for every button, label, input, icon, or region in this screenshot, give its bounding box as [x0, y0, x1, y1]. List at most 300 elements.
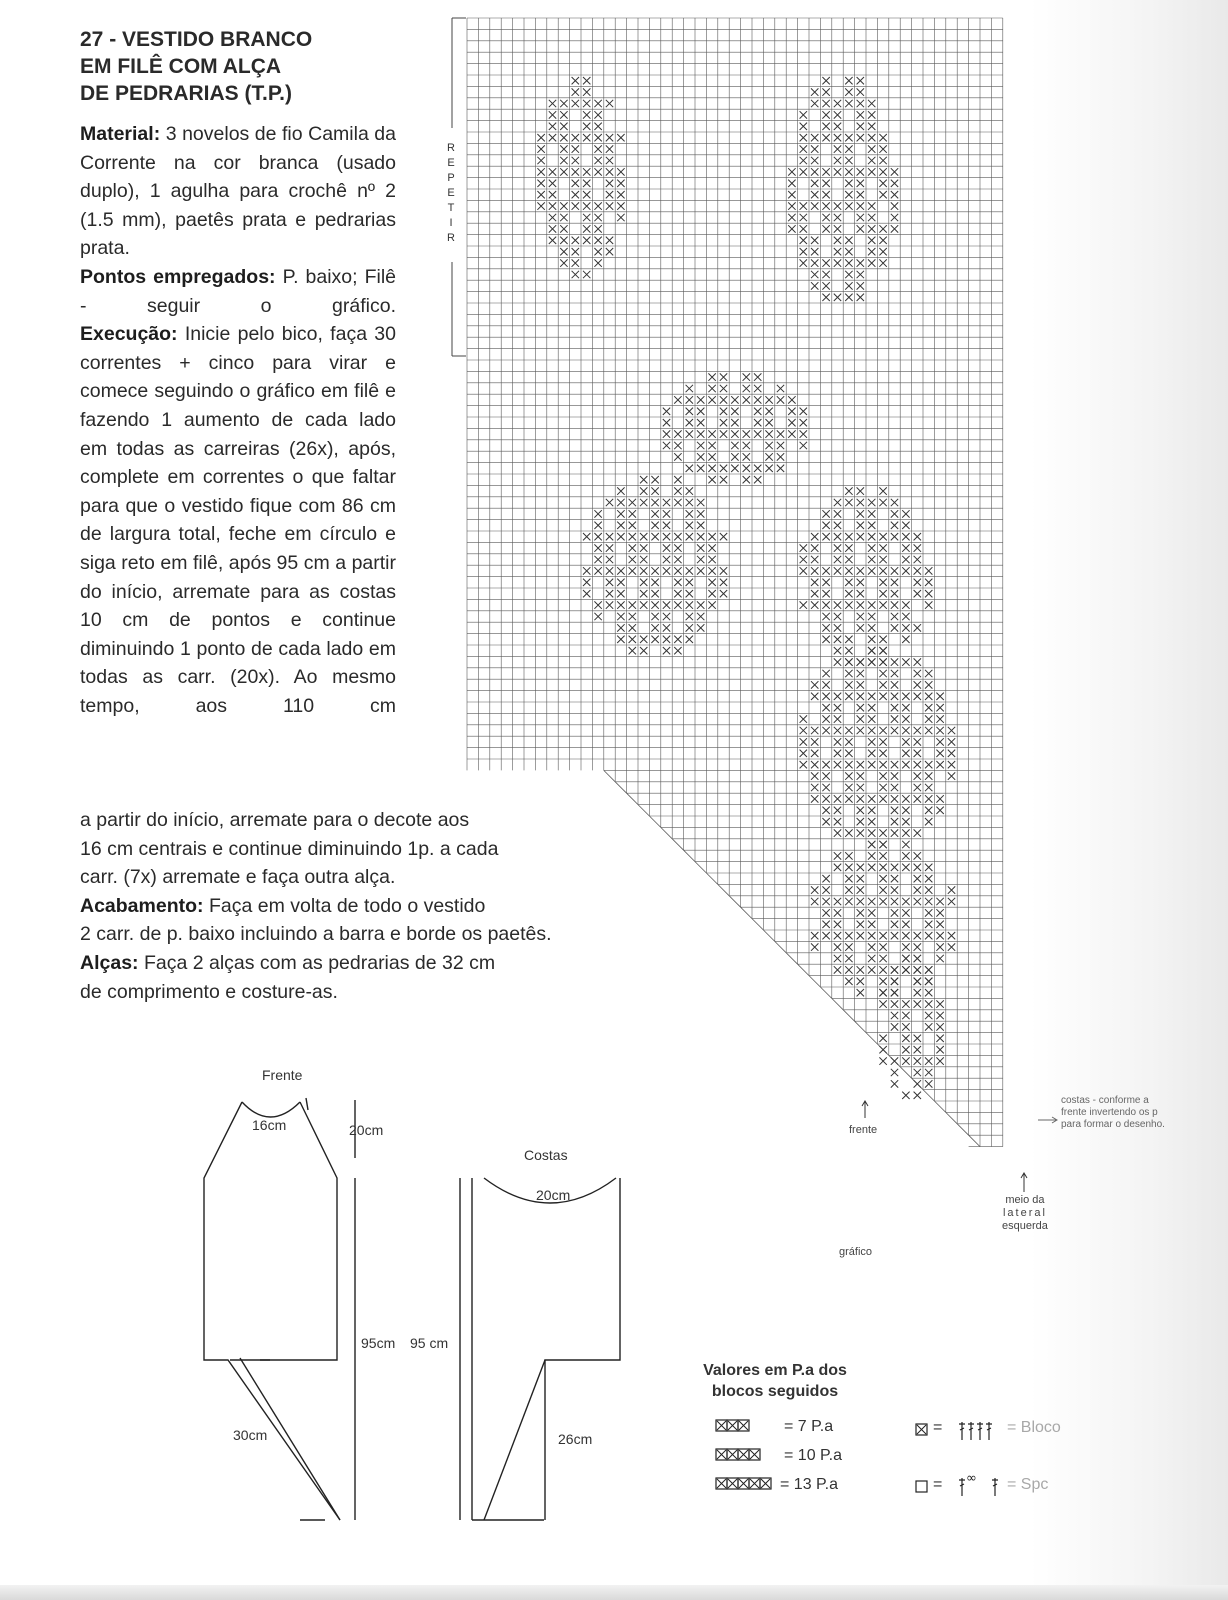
filet-block-mark	[811, 88, 818, 95]
filet-block-mark	[606, 191, 613, 198]
filet-block-mark	[902, 807, 909, 814]
filet-block-mark	[811, 681, 818, 688]
filet-block-mark	[845, 259, 852, 266]
filet-block-mark	[845, 499, 852, 506]
repeat-letter: R	[447, 232, 455, 244]
filet-block-mark	[936, 932, 943, 939]
filet-block-mark	[697, 533, 704, 540]
frente-arrow	[862, 1101, 868, 1118]
filet-block-mark	[914, 590, 921, 597]
filet-block-mark	[868, 134, 875, 141]
filet-block-mark	[594, 123, 601, 130]
filet-block-mark	[834, 715, 841, 722]
costas-arrow	[1038, 1117, 1057, 1123]
filet-block-mark	[936, 1023, 943, 1030]
filet-block-mark	[822, 784, 829, 791]
filet-block-mark	[651, 487, 658, 494]
filet-block-mark	[845, 886, 852, 893]
filet-block-mark	[868, 601, 875, 608]
filet-block-mark	[845, 681, 852, 688]
filet-block-mark	[697, 613, 704, 620]
legend-spc-eq: =	[933, 1476, 943, 1493]
filet-block-mark	[925, 1023, 932, 1030]
filet-block-mark	[914, 761, 921, 768]
filet-block-mark	[822, 670, 829, 677]
filet-block-mark	[811, 145, 818, 152]
filet-block-mark	[925, 681, 932, 688]
filet-block-mark	[845, 784, 852, 791]
filet-block-mark	[845, 978, 852, 985]
filet-block-mark	[879, 487, 886, 494]
filet-block-mark	[845, 864, 852, 871]
filet-block-mark	[674, 499, 681, 506]
filet-block-mark	[663, 636, 670, 643]
repeat-letter: T	[447, 202, 455, 214]
filet-block-mark	[822, 202, 829, 209]
filet-block-mark	[708, 385, 715, 392]
filet-block-mark	[902, 829, 909, 836]
filet-block-mark	[720, 590, 727, 597]
filet-block-mark	[936, 921, 943, 928]
filet-block-mark	[549, 237, 556, 244]
filet-block-mark	[891, 898, 898, 905]
filet-block-mark	[834, 795, 841, 802]
filet-block-mark	[936, 727, 943, 734]
legend-swatch-x	[750, 1450, 759, 1459]
filet-block-mark	[868, 157, 875, 164]
filet-block-mark	[948, 772, 955, 779]
filet-block-mark	[834, 829, 841, 836]
filet-block-mark	[868, 567, 875, 574]
filet-block-mark	[902, 864, 909, 871]
frente-label: frente	[849, 1124, 878, 1136]
filet-block-mark	[663, 510, 670, 517]
filet-block-mark	[845, 601, 852, 608]
filet-block-mark	[845, 898, 852, 905]
filet-block-mark	[674, 544, 681, 551]
filet-block-mark	[765, 430, 772, 437]
filet-block-mark	[891, 909, 898, 916]
filet-block-mark	[822, 88, 829, 95]
filet-block-mark	[925, 898, 932, 905]
filet-block-mark	[572, 191, 579, 198]
filet-block-mark	[594, 522, 601, 529]
filet-block-mark	[834, 556, 841, 563]
filet-block-mark	[697, 556, 704, 563]
filet-block-mark	[594, 134, 601, 141]
filet-block-mark	[640, 636, 647, 643]
filet-block-mark	[914, 567, 921, 574]
filet-block-mark	[686, 522, 693, 529]
filet-block-mark	[914, 864, 921, 871]
filet-block-mark	[902, 738, 909, 745]
filet-block-mark	[822, 579, 829, 586]
legend-stitch-symbol	[986, 1422, 992, 1440]
filet-block-mark	[777, 465, 784, 472]
grafico-label: gráfico	[839, 1246, 873, 1258]
filet-block-mark	[879, 841, 886, 848]
filet-block-mark	[629, 556, 636, 563]
filet-block-mark	[606, 168, 613, 175]
filet-block-mark	[686, 533, 693, 540]
filet-block-mark	[868, 932, 875, 939]
filet-block-mark	[845, 282, 852, 289]
filet-block-mark	[549, 134, 556, 141]
filet-block-mark	[697, 544, 704, 551]
filet-block-mark	[879, 875, 886, 882]
filet-block-mark	[879, 556, 886, 563]
filet-block-mark	[914, 533, 921, 540]
filet-block-mark	[902, 932, 909, 939]
filet-block-mark	[925, 978, 932, 985]
filet-block-mark	[594, 510, 601, 517]
filet-block-mark	[925, 761, 932, 768]
filet-block-mark	[857, 225, 864, 232]
filet-block-mark	[868, 556, 875, 563]
filet-block-mark	[857, 100, 864, 107]
filet-block-mark	[629, 613, 636, 620]
filet-block-mark	[891, 590, 898, 597]
filet-block-mark	[868, 693, 875, 700]
filet-block-mark	[708, 476, 715, 483]
filet-block-mark	[583, 134, 590, 141]
filet-block-mark	[936, 1057, 943, 1064]
filet-block-mark	[583, 590, 590, 597]
filet-block-mark	[811, 943, 818, 950]
legend-row-13: = 13 P.a	[780, 1476, 838, 1493]
frente-outline-right	[260, 1102, 337, 1360]
filet-block-mark	[879, 601, 886, 608]
filet-block-mark	[891, 522, 898, 529]
filet-block-mark	[651, 579, 658, 586]
repeat-bracket	[452, 18, 466, 356]
filet-block-mark	[879, 932, 886, 939]
filet-block-mark	[834, 943, 841, 950]
filet-block-mark	[936, 955, 943, 962]
legend-swatch-x	[728, 1421, 737, 1430]
filet-block-mark	[902, 966, 909, 973]
filet-block-mark	[914, 875, 921, 882]
filet-block-mark	[651, 533, 658, 540]
filet-block-mark	[651, 636, 658, 643]
legend-bloco-eq: =	[933, 1419, 943, 1436]
filet-block-mark	[663, 499, 670, 506]
filet-block-mark	[902, 715, 909, 722]
frente-length-label: 95cm	[361, 1335, 396, 1351]
legend-stitch-symbol	[992, 1478, 998, 1496]
filet-block-mark	[583, 225, 590, 232]
filet-block-mark	[822, 225, 829, 232]
filet-block-mark	[720, 419, 727, 426]
filet-block-mark	[948, 738, 955, 745]
filet-block-mark	[800, 556, 807, 563]
filet-block-mark	[743, 476, 750, 483]
filet-block-mark	[857, 875, 864, 882]
legend-empty-cell	[916, 1481, 927, 1492]
filet-block-mark	[868, 237, 875, 244]
legend-swatch-x	[717, 1450, 726, 1459]
filet-block-mark	[868, 704, 875, 711]
filet-block-mark	[845, 943, 852, 950]
alcas-line-2: de comprimento e costure-as.	[80, 980, 338, 1003]
filet-block-mark	[914, 943, 921, 950]
filet-block-mark	[845, 750, 852, 757]
filet-block-mark	[811, 932, 818, 939]
filet-block-mark	[674, 647, 681, 654]
filet-block-mark	[868, 544, 875, 551]
filet-block-mark	[743, 396, 750, 403]
filet-block-mark	[549, 180, 556, 187]
filet-block-mark	[914, 579, 921, 586]
legend-swatches	[716, 1420, 998, 1496]
filet-block-mark	[697, 510, 704, 517]
filet-block-mark	[879, 829, 886, 836]
filet-block-mark	[834, 761, 841, 768]
filet-block-mark	[629, 544, 636, 551]
filet-block-mark	[640, 556, 647, 563]
filet-block-mark	[606, 579, 613, 586]
filet-block-mark	[765, 408, 772, 415]
filet-block-mark	[925, 1000, 932, 1007]
filet-block-mark	[537, 157, 544, 164]
filet-block-mark	[720, 579, 727, 586]
material-label: Material:	[80, 123, 161, 145]
filet-block-mark	[902, 1046, 909, 1053]
filet-block-mark	[549, 202, 556, 209]
filet-block-mark	[902, 522, 909, 529]
filet-block-mark	[686, 510, 693, 517]
filet-block-mark	[834, 807, 841, 814]
filet-block-mark	[754, 430, 761, 437]
filet-block-mark	[879, 1000, 886, 1007]
filet-block-mark	[857, 510, 864, 517]
filet-block-mark	[914, 544, 921, 551]
filet-block-mark	[868, 898, 875, 905]
filet-block-mark	[834, 624, 841, 631]
filet-block-mark	[800, 715, 807, 722]
filet-block-mark	[914, 556, 921, 563]
filet-block-mark	[879, 1057, 886, 1064]
filet-block-mark	[686, 613, 693, 620]
filet-block-mark	[879, 886, 886, 893]
filet-block-mark	[560, 214, 567, 221]
filet-block-mark	[879, 579, 886, 586]
filet-block-mark	[925, 864, 932, 871]
filet-block-mark	[583, 191, 590, 198]
filet-block-mark	[948, 750, 955, 757]
filet-block-mark	[845, 966, 852, 973]
filet-block-mark	[822, 294, 829, 301]
filet-block-mark	[857, 670, 864, 677]
filet-block-mark	[583, 180, 590, 187]
filet-block-mark	[560, 100, 567, 107]
filet-block-mark	[686, 636, 693, 643]
filet-block-mark	[686, 408, 693, 415]
legend-stitch-symbol	[959, 1478, 965, 1496]
frente-neck-label: 16cm	[252, 1117, 287, 1133]
filet-block-mark	[629, 499, 636, 506]
filet-block-mark	[606, 202, 613, 209]
legend-swatch-x	[739, 1479, 748, 1488]
filet-block-mark	[572, 237, 579, 244]
filet-block-mark	[857, 795, 864, 802]
filet-block-mark	[663, 567, 670, 574]
filet-block-mark	[879, 499, 886, 506]
filet-grid	[467, 18, 1003, 1147]
legend-swatch-x	[761, 1479, 770, 1488]
filet-block-mark	[845, 772, 852, 779]
filet-block-mark	[743, 465, 750, 472]
filet-block-mark	[857, 134, 864, 141]
filet-block-mark	[720, 567, 727, 574]
filet-block-mark	[629, 636, 636, 643]
filet-block-mark	[708, 465, 715, 472]
filet-block-mark	[834, 168, 841, 175]
filet-block-mark	[674, 453, 681, 460]
filet-block-mark	[936, 898, 943, 905]
filet-block-mark	[902, 1000, 909, 1007]
legend-bloco: = Bloco	[1007, 1419, 1061, 1436]
acabamento-label: Acabamento:	[80, 894, 204, 917]
filet-block-mark	[720, 465, 727, 472]
filet-block-mark	[834, 533, 841, 540]
filet-block-mark	[800, 168, 807, 175]
filet-block-mark	[800, 259, 807, 266]
filet-block-mark	[879, 978, 886, 985]
filet-block-mark	[902, 693, 909, 700]
filet-block-mark	[594, 100, 601, 107]
filet-block-mark	[834, 237, 841, 244]
filet-block-mark	[560, 157, 567, 164]
filet-block-mark	[845, 875, 852, 882]
filet-block-mark	[834, 750, 841, 757]
filet-block-mark	[674, 487, 681, 494]
filet-block-mark	[822, 704, 829, 711]
filet-block-mark	[902, 544, 909, 551]
filet-block-mark	[572, 202, 579, 209]
costas-note-2: frente invertendo os p	[1061, 1107, 1158, 1118]
filet-block-mark	[948, 898, 955, 905]
filet-block-mark	[617, 636, 624, 643]
filet-block-mark	[811, 761, 818, 768]
filet-block-mark	[857, 966, 864, 973]
filet-block-mark	[549, 214, 556, 221]
frente-neckline	[242, 1102, 300, 1117]
filet-block-mark	[800, 544, 807, 551]
filet-block-mark	[834, 864, 841, 871]
filet-block-mark	[868, 647, 875, 654]
filet-block-mark	[777, 385, 784, 392]
filet-block-mark	[811, 271, 818, 278]
filet-block-mark	[754, 396, 761, 403]
filet-block-mark	[868, 795, 875, 802]
filet-block-mark	[617, 522, 624, 529]
filet-block-mark	[868, 510, 875, 517]
frente-bottom-label: 30cm	[233, 1427, 268, 1443]
filet-block-mark	[857, 932, 864, 939]
filet-block-mark	[686, 487, 693, 494]
filet-block-mark	[879, 784, 886, 791]
filet-block-mark	[891, 225, 898, 232]
filet-block-mark	[743, 453, 750, 460]
filet-block-mark	[731, 419, 738, 426]
filet-block-mark	[674, 442, 681, 449]
filet-block-mark	[822, 807, 829, 814]
filet-block-mark	[731, 430, 738, 437]
filet-block-mark	[617, 624, 624, 631]
pontos-label: Pontos empregados:	[80, 265, 276, 288]
filet-block-mark	[902, 1092, 909, 1099]
filet-block-mark	[822, 590, 829, 597]
repeat-letter: P	[447, 172, 455, 184]
filet-block-mark	[902, 567, 909, 574]
filet-block-mark	[651, 476, 658, 483]
filet-block-mark	[617, 510, 624, 517]
filet-block-mark	[731, 453, 738, 460]
filet-block-mark	[800, 761, 807, 768]
filet-block-mark	[720, 476, 727, 483]
filet-block-mark	[549, 191, 556, 198]
filet-block-mark	[651, 613, 658, 620]
filet-block-mark	[594, 613, 601, 620]
filet-block-mark	[788, 168, 795, 175]
filet-block-mark	[822, 715, 829, 722]
filet-block-mark	[857, 715, 864, 722]
filet-block-mark	[834, 111, 841, 118]
filet-block-mark	[697, 408, 704, 415]
filet-block-mark	[845, 487, 852, 494]
filet-block-mark	[811, 533, 818, 540]
filet-block-mark	[629, 601, 636, 608]
filet-block-mark	[811, 157, 818, 164]
filet-block-mark	[845, 556, 852, 563]
filet-block-mark	[845, 852, 852, 859]
filet-block-mark	[879, 168, 886, 175]
filet-block-mark	[549, 168, 556, 175]
filet-block-mark	[914, 795, 921, 802]
filet-block-mark	[822, 693, 829, 700]
filet-block-mark	[686, 419, 693, 426]
filet-block-mark	[822, 271, 829, 278]
filet-block-mark	[845, 579, 852, 586]
filet-block-mark	[891, 681, 898, 688]
filet-block-mark	[617, 134, 624, 141]
filet-block-mark	[879, 750, 886, 757]
filet-block-mark	[697, 396, 704, 403]
filet-block-mark	[925, 1080, 932, 1087]
filet-block-mark	[857, 214, 864, 221]
filet-block-mark	[845, 761, 852, 768]
filet-block-mark	[640, 601, 647, 608]
filet-block-mark	[948, 932, 955, 939]
filet-block-mark	[891, 202, 898, 209]
frente-outline-left	[204, 1102, 340, 1520]
filet-block-mark	[811, 795, 818, 802]
filet-block-mark	[868, 966, 875, 973]
filet-block-mark	[560, 111, 567, 118]
filet-block-mark	[902, 1057, 909, 1064]
filet-block-mark	[572, 248, 579, 255]
filet-block-mark	[811, 282, 818, 289]
filet-block-mark	[834, 202, 841, 209]
filet-block-mark	[537, 180, 544, 187]
filet-block-mark	[708, 544, 715, 551]
filet-block-mark	[800, 237, 807, 244]
filet-block-mark	[879, 693, 886, 700]
filet-block-mark	[914, 829, 921, 836]
filet-block-mark	[640, 647, 647, 654]
filet-block-mark	[914, 1080, 921, 1087]
